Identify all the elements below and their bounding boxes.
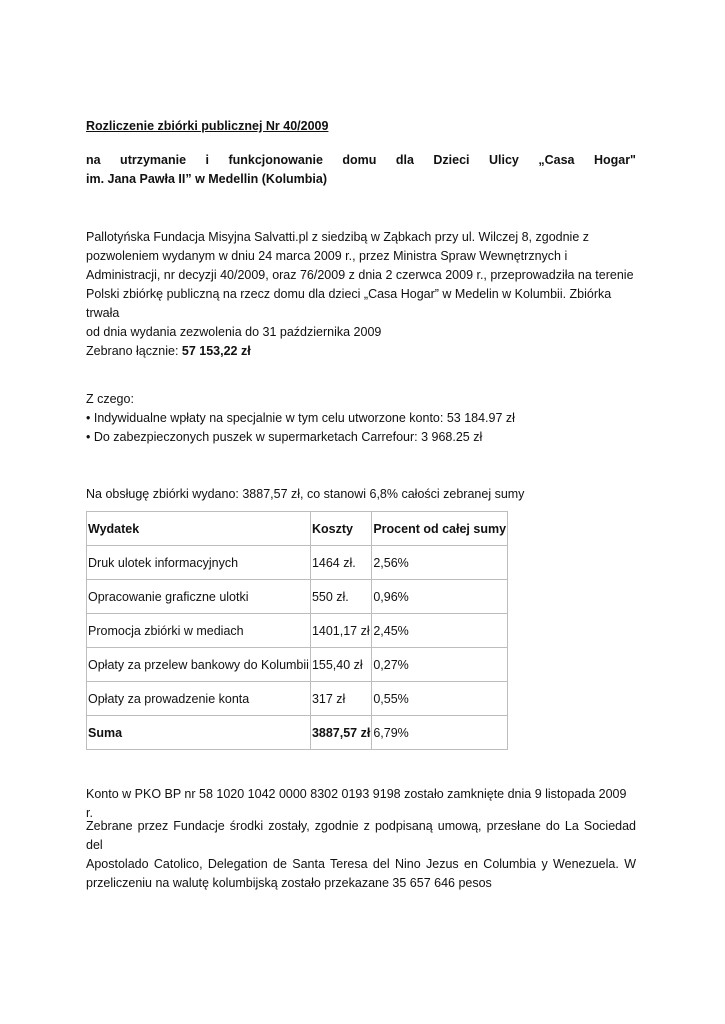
table-cell: 155,40 zł — [310, 648, 371, 682]
table-cell: 6,79% — [372, 716, 508, 750]
table-row — [87, 648, 508, 682]
intro-line: Administracji, nr decyzji 40/2009, oraz 76/2009 z dnia 2 czerwca 2009 r., przeprowadziła na terenie — [86, 268, 634, 282]
table-row — [87, 614, 508, 648]
table-cell: 0,96% — [372, 580, 508, 614]
table-row — [87, 546, 508, 580]
table-cell: Druk ulotek informacyjnych — [87, 546, 311, 580]
transfer-line: przeliczeniu na walutę kolumbijską zostało przekazane 35 657 646 pesos — [86, 876, 492, 890]
intro-line: Pallotyńska Fundacja Misyjna Salvatti.pl z siedzibą w Ząbkach przy ul. Wilczej 8, zgodnie z — [86, 230, 589, 244]
breakdown — [86, 390, 636, 447]
table-cell: 0,55% — [372, 682, 508, 716]
table-header: Koszty — [310, 512, 371, 546]
intro-line: Polski zbiórkę publiczną na rzecz domu dla dzieci „Casa Hogar” w Medelin w Kolumbii. Zbiórka trwała — [86, 287, 612, 320]
table-header: Wydatek — [87, 512, 311, 546]
table-cell: 0,27% — [372, 648, 508, 682]
table-row — [87, 580, 508, 614]
table-cell: 1464 zł. — [310, 546, 371, 580]
table-cell: 550 zł. — [310, 580, 371, 614]
table-cell: Opracowanie graficzne ulotki — [87, 580, 311, 614]
table-cell: 2,56% — [372, 546, 508, 580]
table-header: Procent od całej sumy — [372, 512, 508, 546]
breakdown-label: Z czego: — [86, 392, 134, 406]
intro-line: pozwoleniem wydanym w dniu 24 marca 2009 r., przez Ministra Spraw Wewnętrznych i — [86, 249, 568, 263]
table-sum-row — [87, 716, 508, 750]
bullet-item: • Do zabezpieczonych puszek w supermarketach Carrefour: 3 968.25 zł — [86, 430, 483, 444]
subtitle-line-2: im. Jana Pawła II” w Medellin (Kolumbia) — [86, 172, 328, 186]
table-cell: Promocja zbiórki w mediach — [87, 614, 311, 648]
transfer-line: Zebrane przez Fundacje środki zostały, zgodnie z podpisaną umową, przesłane do La Sociedad del — [86, 819, 636, 852]
table-row — [87, 682, 508, 716]
intro-line: od dnia wydania zezwolenia do 31 października 2009 — [86, 325, 382, 339]
document-title: Rozliczenie zbiórki publicznej Nr 40/2009 — [86, 119, 329, 133]
expenses-table — [86, 511, 508, 750]
intro-paragraph — [86, 228, 636, 342]
account-note: Konto w PKO BP nr 58 1020 1042 0000 8302 0193 9198 zostało zamknięte dnia 9 listopada 2009 r. — [86, 787, 627, 820]
table-cell: Opłaty za prowadzenie konta — [87, 682, 311, 716]
table-cell: Opłaty za przelew bankowy do Kolumbii — [87, 648, 311, 682]
costs-intro: Na obsługę zbiórki wydano: 3887,57 zł, co stanowi 6,8% całości zebranej sumy — [86, 487, 525, 501]
table-cell: 317 zł — [310, 682, 371, 716]
table-cell: 2,45% — [372, 614, 508, 648]
transfer-line: Apostolado Catolico, Delegation de Santa Teresa del Nino Jezus en Columbia y Wenezuela. W — [86, 857, 636, 871]
table-cell: 1401,17 zł — [310, 614, 371, 648]
transfer-paragraph — [86, 817, 636, 893]
table-header-row — [87, 512, 508, 546]
total-collected — [86, 342, 636, 361]
total-label: Zebrano łącznie: — [86, 344, 182, 358]
bullet-item: • Indywidualne wpłaty na specjalnie w tym celu utworzone konto: 53 184.97 zł — [86, 411, 515, 425]
subtitle-line-1: na utrzymanie i funkcjonowanie domu dla Dzieci Ulicy „Casa Hogar" — [86, 153, 636, 167]
total-value: 57 153,22 zł — [181, 344, 251, 358]
table-cell: Suma — [87, 716, 311, 750]
table-cell: 3887,57 zł — [310, 716, 371, 750]
